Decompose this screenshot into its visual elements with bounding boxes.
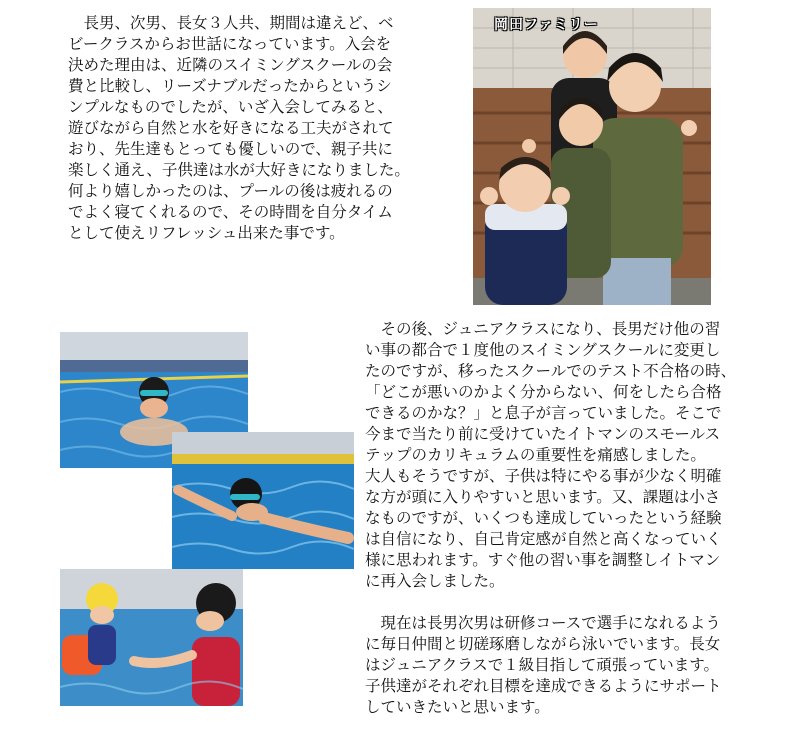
text-line: 何より嬉しかったのは、プールの後は疲れるの [68, 182, 393, 200]
text-line: に毎日仲間と切磋琢磨しながら泳いでいます。長女 [365, 635, 721, 653]
text-line: 今まで当たり前に受けていたイトマンのスモールス [365, 425, 721, 443]
swimming-photo-girl-with-coach [60, 569, 243, 706]
text-line: 現在は長男次男は研修コースで選手になれるよう [365, 614, 721, 632]
text-line: 決めた理由は、近隣のスイミングスクールの会 [68, 56, 393, 74]
text-line: でよく寝てくれるので、その時間を自分タイム [68, 203, 393, 221]
text-line: していきたいと思います。 [365, 698, 550, 716]
swimming-photo-boy-2 [172, 432, 354, 569]
text-line: おり、先生達もとっても優しいので、親子共に [68, 140, 393, 158]
family-photo-caption: 岡田ファミリー [494, 17, 599, 33]
text-line: 楽しく通え、子供達は水が大好きになりました。 [68, 161, 410, 179]
text-line: 費と比較し、リーズナブルだったからというシ [68, 77, 392, 95]
text-line: 大人もそうですが、子供は特にやる事が少なく明確 [365, 467, 722, 485]
text-line: ビークラスからお世話になっています。入会を [68, 35, 392, 53]
middle-paragraph [365, 319, 736, 592]
text-line: なものですが、いくつも達成していったという経験 [365, 509, 722, 527]
intro-paragraph [68, 13, 410, 244]
text-line: たのですが、移ったスクールでのテスト不合格の時、 [365, 362, 737, 380]
text-line: 子供達がそれぞれ目標を達成できるようにサポート [365, 677, 722, 695]
text-line: 様に思われます。すぐ他の習い事を調整しイトマン [365, 551, 721, 569]
text-line: できるのかな？」と息子が言っていました。そこで [365, 404, 722, 422]
text-line: な方が頭に入りやすいと思います。又、課題は小さ [365, 488, 721, 506]
text-line: い事の都合で１度他のスイミングスクールに変更し [365, 341, 721, 359]
text-line: は自信になり、自己肯定感が自然と高くなっていく [365, 530, 722, 548]
text-line: 「どこが悪いのかよく分からない、何をしたら合格 [365, 383, 722, 401]
text-line: に再入会しました。 [365, 572, 505, 590]
text-line: として使えリフレッシュ出来た事です。 [68, 224, 345, 242]
text-line: はジュニアクラスで１級目指して頑張っています。 [365, 656, 720, 674]
text-line: 遊びながら自然と水を好きになる工夫がされて [68, 119, 394, 137]
text-line: ンプルなものでしたが、いざ入会してみると、 [68, 98, 393, 116]
text-line: 長男、次男、長女３人共、期間は違えど、ベ [68, 14, 394, 32]
text-line: その後、ジュニアクラスになり、長男だけ他の習 [365, 320, 721, 338]
closing-paragraph [365, 613, 722, 718]
family-photo [473, 8, 711, 305]
text-line: テップのカリキュラムの重要性を痛感しました。 [365, 446, 706, 464]
